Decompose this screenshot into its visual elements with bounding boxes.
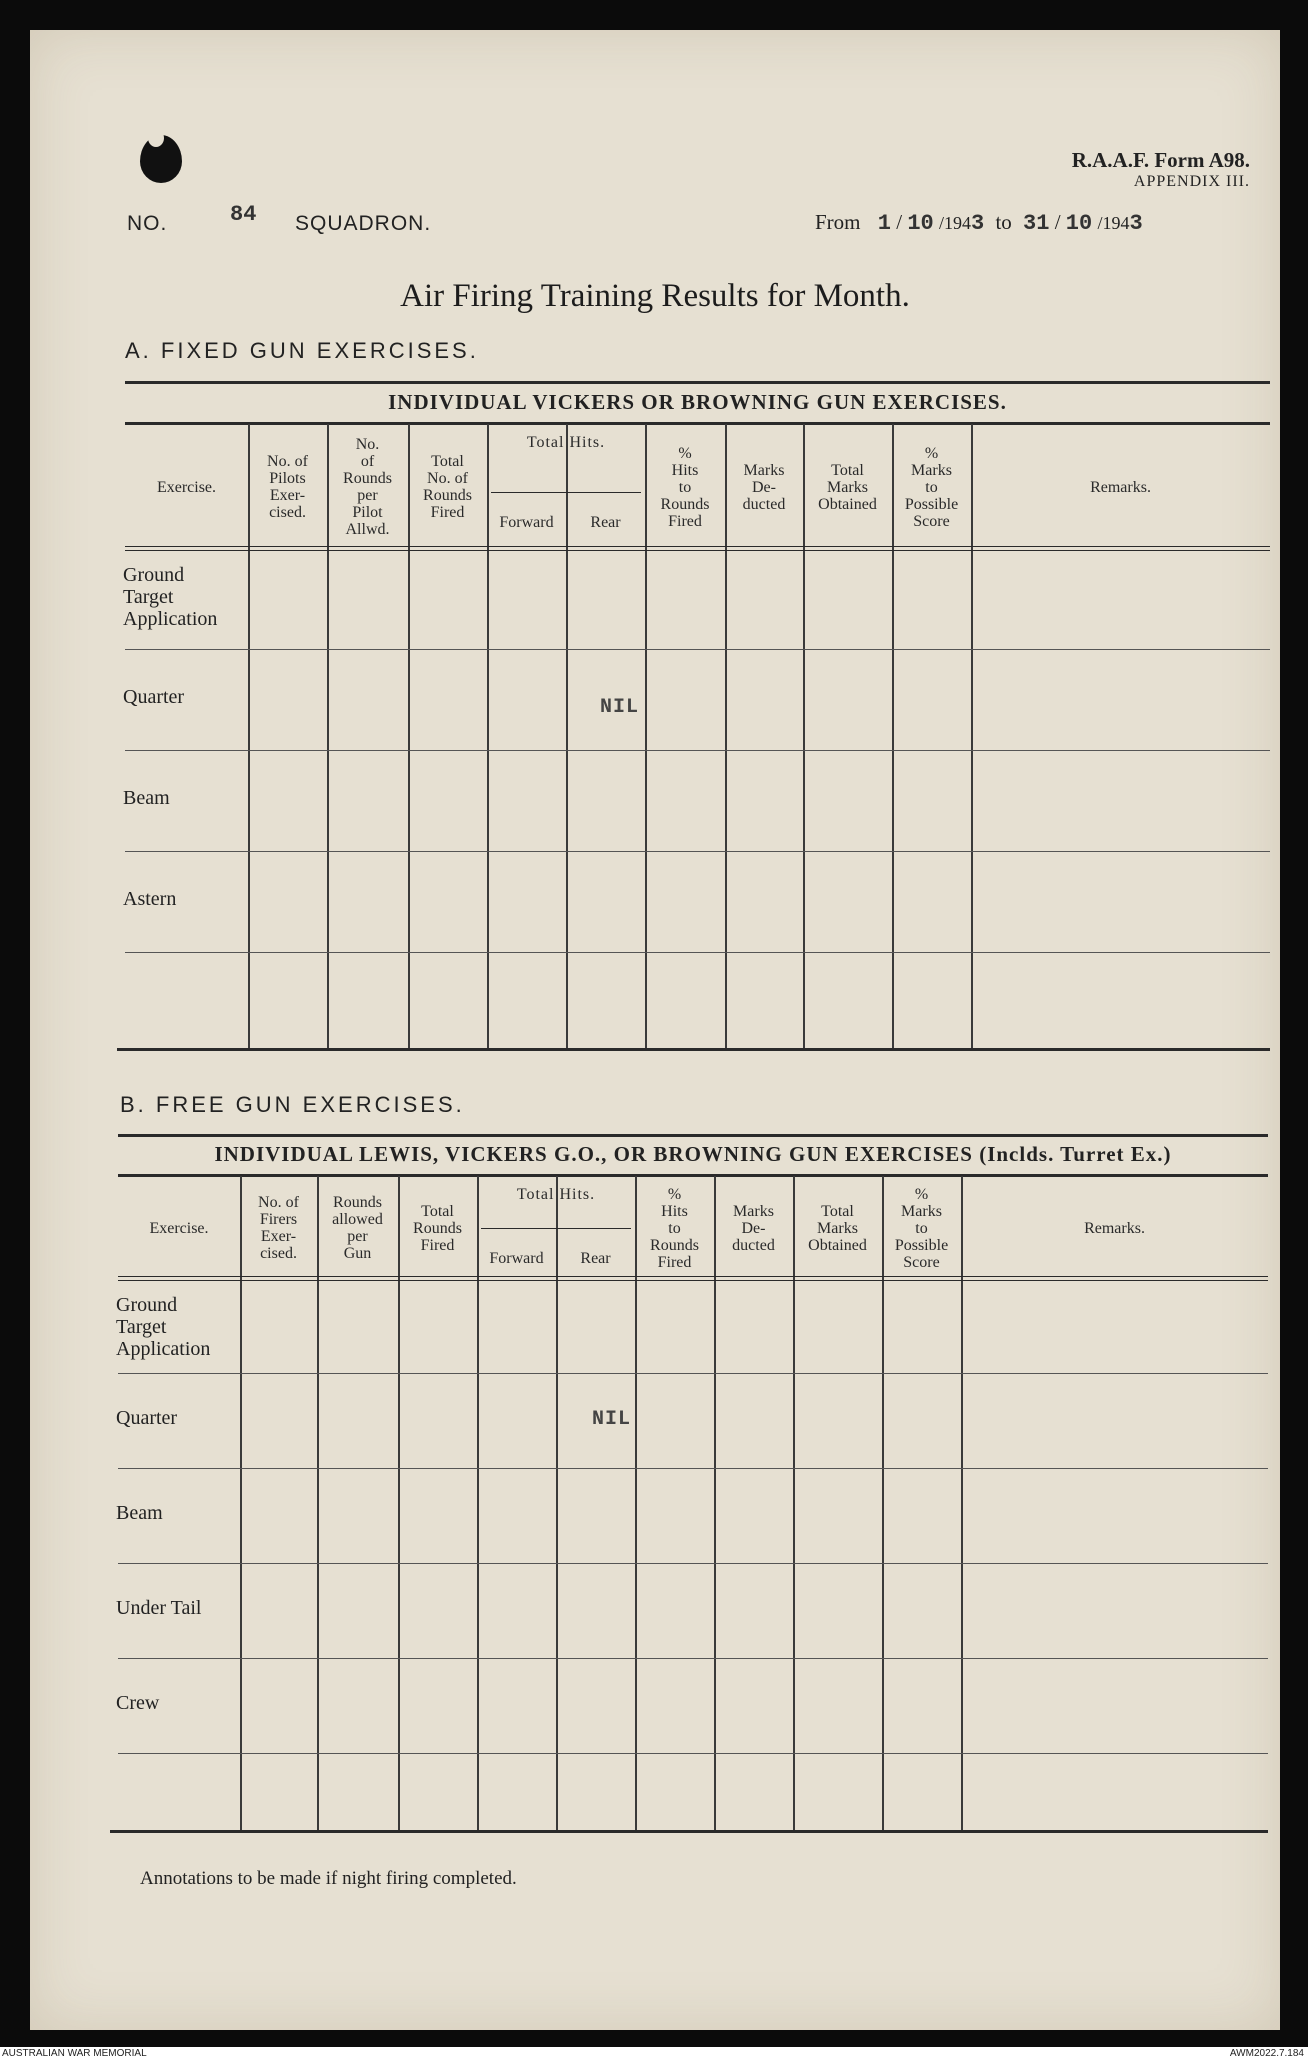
column-header: Exercise. [156, 478, 217, 496]
from-month: 10 [907, 211, 934, 236]
total-hits-header: Total Hits. [516, 1186, 596, 1203]
nil-entry: NIL [600, 696, 640, 719]
column-divider [971, 424, 973, 1048]
squadron-label: SQUADRON. [295, 212, 432, 235]
exercise-row-label: Astern [123, 887, 177, 910]
exercise-row-label: Crew [116, 1691, 160, 1714]
column-header: No. of Pilots Exer- cised. [267, 453, 308, 521]
column-header: Rear [590, 514, 621, 531]
exercise-row-label: Under Tail [116, 1596, 202, 1619]
column-divider [714, 1176, 716, 1830]
column-divider [398, 1176, 400, 1830]
column-divider [240, 1176, 242, 1830]
form-reference [1072, 148, 1250, 191]
appendix-label: APPENDIX III. [1133, 173, 1250, 190]
header-rule [118, 1280, 1268, 1281]
exercise-row-label: Quarter [116, 1406, 178, 1429]
exercise-row-label: Beam [123, 786, 170, 809]
column-header: Remarks. [1084, 1219, 1145, 1237]
squadron-number: 84 [230, 202, 257, 227]
section-b-heading: B. FREE GUN EXERCISES. [120, 1092, 465, 1117]
from-year-digit: 3 [970, 211, 985, 236]
exercise-row-label: Ground Target Application [123, 564, 218, 630]
exercise-row-label: Beam [116, 1501, 163, 1524]
column-header: Remarks. [1090, 478, 1151, 496]
column-divider [635, 1176, 637, 1830]
column-header: Total Marks Obtained [808, 1202, 867, 1254]
date-sep: / [896, 210, 903, 234]
from-year-prefix: /194 [938, 213, 971, 233]
column-header: Forward [499, 514, 554, 531]
column-divider [793, 1176, 795, 1830]
column-divider [803, 424, 805, 1048]
column-divider [566, 492, 568, 1048]
nil-entry: NIL [592, 1408, 632, 1431]
row-rule [125, 750, 1270, 751]
column-divider [882, 1176, 884, 1830]
row-rule [125, 851, 1270, 852]
exercise-row-label: Quarter [123, 685, 185, 708]
date-range [815, 210, 1143, 236]
column-divider [317, 1176, 319, 1830]
form-ref: R.A.A.F. Form A98. [1071, 148, 1250, 172]
column-header: No. of Rounds per Pilot Allwd. [343, 436, 392, 538]
total-hits-rule [481, 1228, 631, 1229]
column-header: Total Rounds Fired [413, 1202, 462, 1254]
row-rule [118, 1658, 1268, 1659]
annotation-note: Annotations to be made if night firing completed. [140, 1868, 517, 1889]
from-label: From [815, 210, 861, 234]
to-label: to [995, 210, 1012, 234]
section-a-subtitle: INDIVIDUAL VICKERS OR BROWNING GUN EXERCISES. [388, 390, 1007, 414]
header-rule [125, 550, 1270, 551]
row-rule [125, 952, 1270, 953]
row-rule [125, 649, 1270, 650]
header-rule [125, 546, 1270, 547]
rule [118, 1134, 1268, 1137]
column-header: Total No. of Rounds Fired [423, 453, 472, 521]
row-rule [118, 1563, 1268, 1564]
column-header: Exercise. [149, 1219, 209, 1237]
rule [118, 1174, 1268, 1177]
page-title: Air Firing Training Results for Month. [400, 278, 910, 314]
footer-left: AUSTRALIAN WAR MEMORIAL [2, 2048, 147, 2059]
to-day: 31 [1023, 211, 1050, 236]
column-header: % Marks to Possible Score [894, 1185, 949, 1271]
no-label: NO. [127, 212, 168, 235]
table-bottom-rule [110, 1830, 1268, 1833]
column-divider [556, 1228, 558, 1830]
table-bottom-rule [117, 1048, 1270, 1051]
total-hits-header: Total Hits. [526, 434, 606, 451]
column-header: Total Marks Obtained [818, 461, 877, 513]
column-divider [725, 424, 727, 1048]
column-header: % Hits to Rounds Fired [660, 444, 710, 530]
header-rule [118, 1276, 1268, 1277]
section-a-heading: A. FIXED GUN EXERCISES. [125, 338, 479, 363]
column-header: Marks De- ducted [742, 461, 786, 513]
column-header: Forward [489, 1250, 544, 1267]
rule [125, 381, 1270, 384]
column-header: Rear [580, 1250, 611, 1267]
to-month: 10 [1065, 211, 1093, 236]
row-rule [118, 1753, 1268, 1754]
row-rule [118, 1373, 1268, 1374]
punch-hole-icon [140, 135, 182, 183]
footer-strip [0, 2047, 1308, 2061]
to-year-prefix: /194 [1097, 213, 1130, 233]
total-hits-rule [491, 492, 641, 493]
column-header: Marks De- ducted [732, 1202, 775, 1254]
column-header: Rounds allowed per Gun [332, 1194, 383, 1262]
exercise-row-label: Ground Target Application [116, 1294, 211, 1360]
row-rule [118, 1468, 1268, 1469]
column-header: % Marks to Possible Score [904, 444, 959, 530]
form-sheet [30, 30, 1280, 2030]
rule [125, 422, 1270, 425]
from-day: 1 [877, 211, 891, 236]
date-sep-2: / [1054, 210, 1061, 234]
column-header: % Hits to Rounds Fired [650, 1185, 699, 1271]
section-b-subtitle: INDIVIDUAL LEWIS, VICKERS G.O., OR BROWNING GUN EXERCISES (Inclds. Turret Ex.) [214, 1142, 1172, 1166]
to-year-digit: 3 [1129, 211, 1143, 236]
column-header: No. of Firers Exer- cised. [258, 1194, 299, 1262]
column-divider [477, 1176, 479, 1830]
column-divider [961, 1176, 963, 1830]
footer-right: AWM2022.7.184 [1229, 2048, 1304, 2059]
